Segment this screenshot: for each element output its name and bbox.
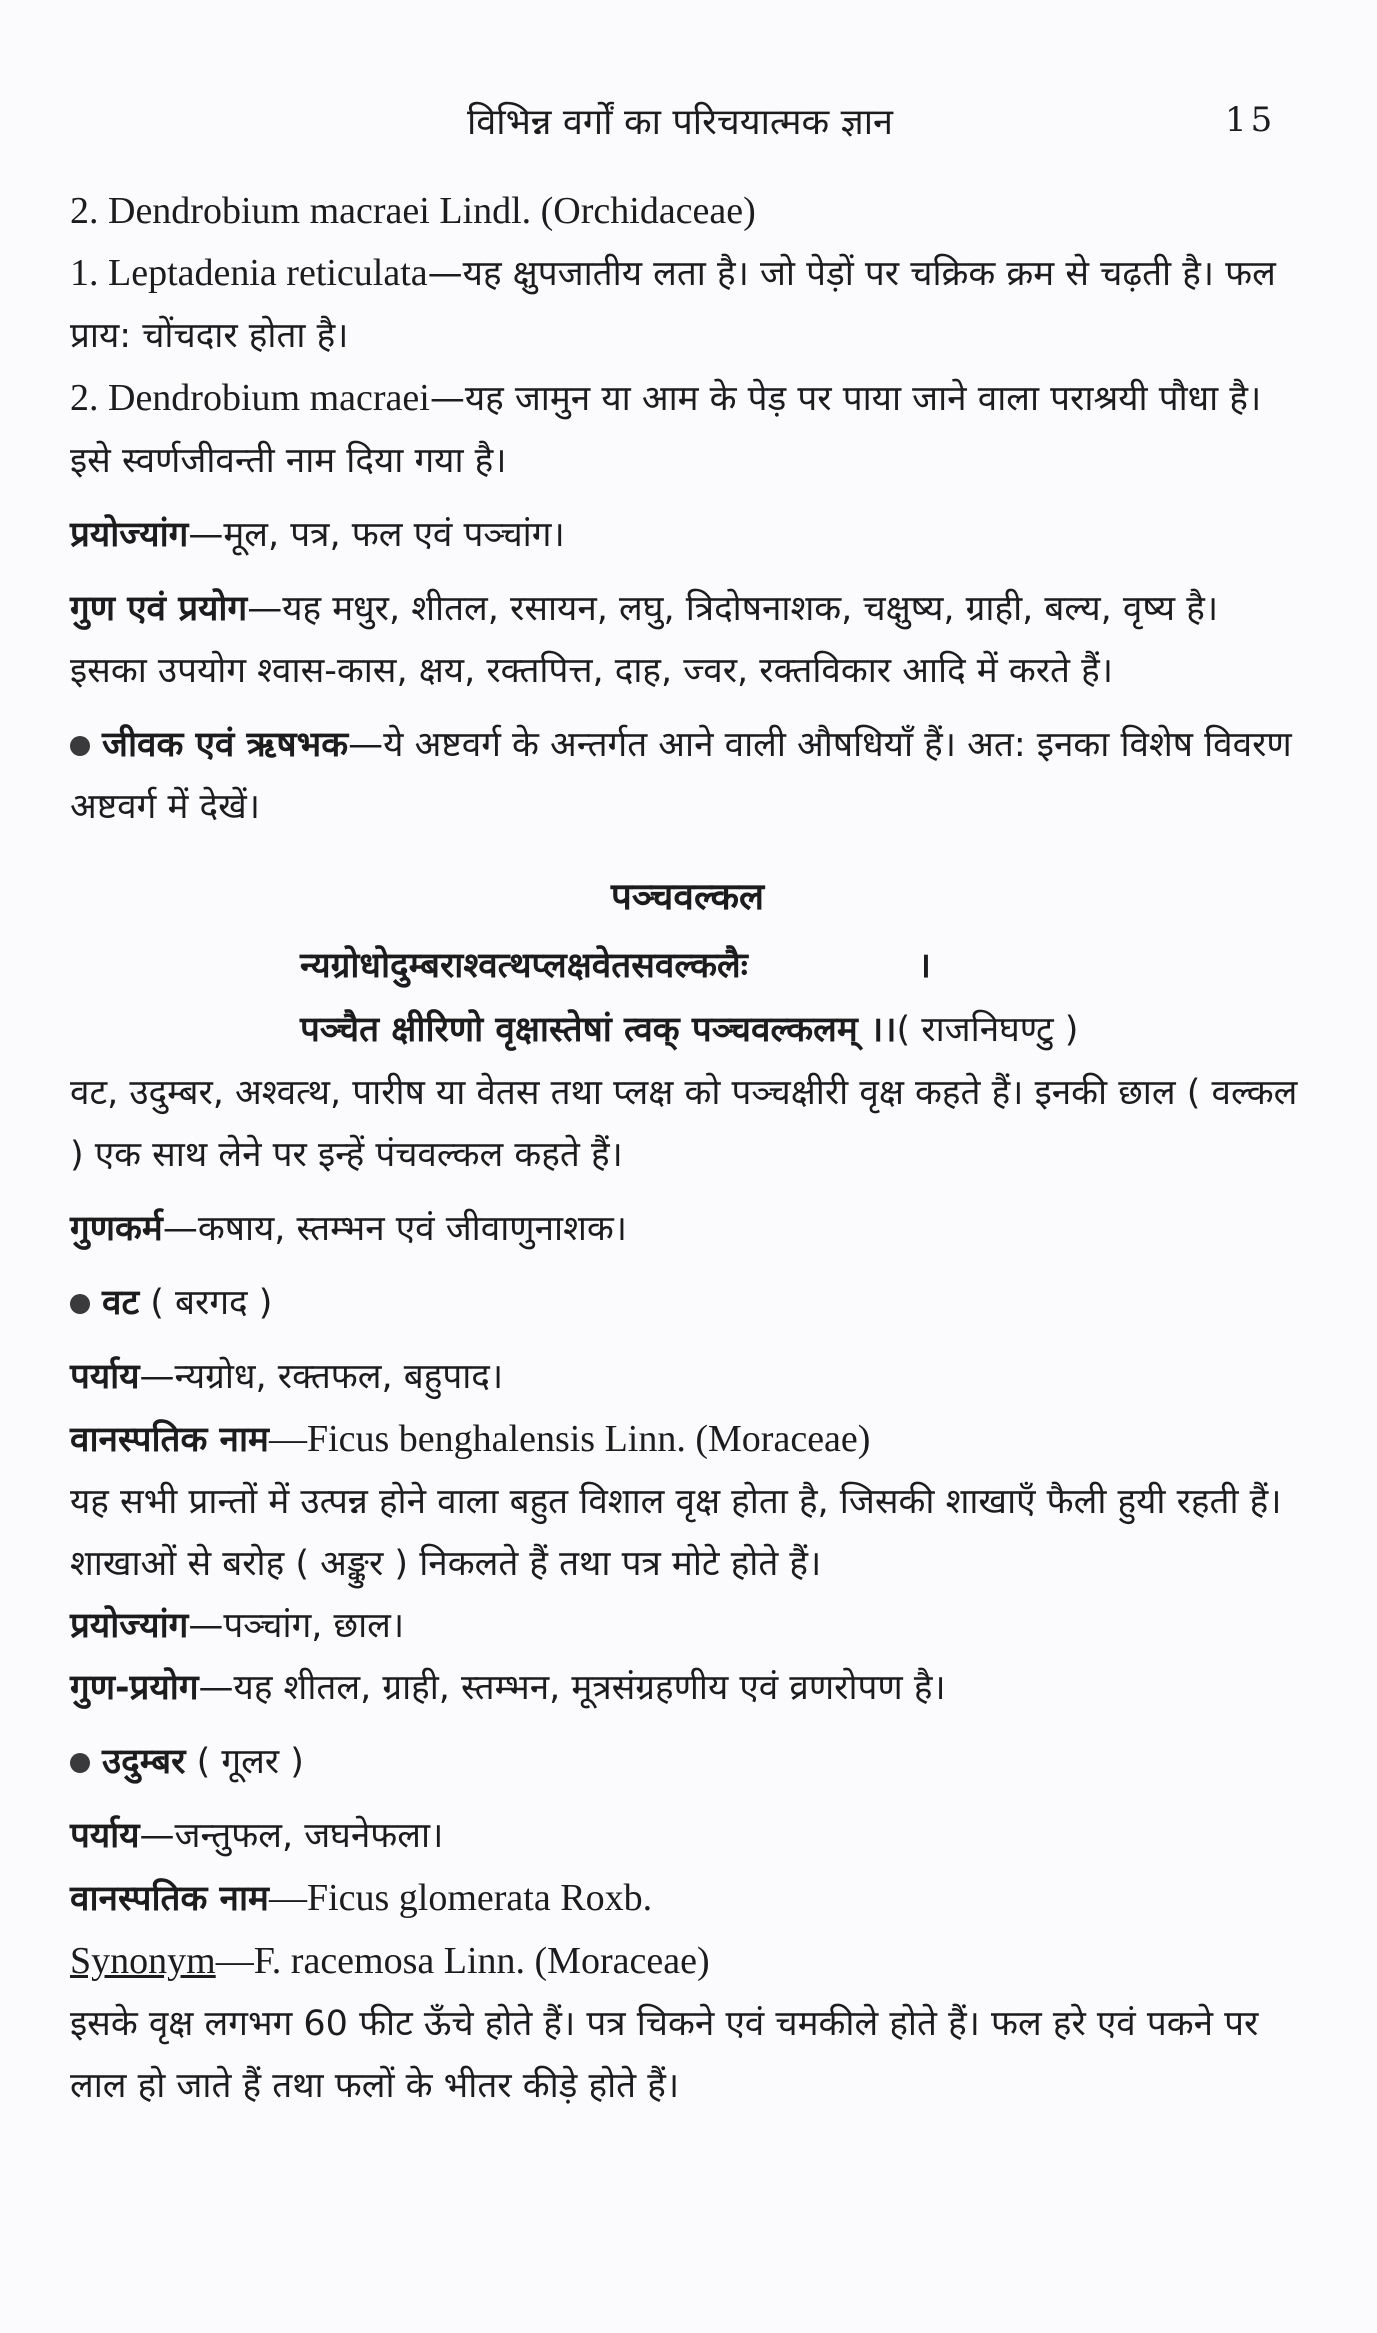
vata-description: यह सभी प्रान्तों में उत्पन्न होने वाला बहुत विशाल वृक्ष होता है, जिसकी शाखाएँ फैली हुयी रहती हैं। शाखाओं से बरोह ( अङ्कुर ) निकलते हैं तथा पत्र मोटे होते हैं। <box>70 1482 1282 1584</box>
term-text: —न्यग्रोध, रक्तफल, बहुपाद। <box>139 1357 504 1397</box>
section-heading: पञ्चवल्कल <box>610 875 765 918</box>
term-text: —ये अष्टवर्ग के अन्तर्गत आने वाली औषधियाँ हैं। अत: इनका विशेष विवरण अष्टवर्ग में देखें। <box>70 725 1292 827</box>
vata-guna-prayog <box>70 1657 1305 1719</box>
term-text: —कषाय, स्तम्भन एवं जीवाणुनाशक। <box>162 1209 628 1249</box>
udumbar-heading <box>70 1731 1305 1793</box>
verse-text: पञ्चैत क्षीरिणो वृक्षास्तेषां त्वक् पञ्चवल्कलम् ।। <box>300 1010 897 1050</box>
botanical-name-line: 2. Dendrobium macraei Lindl. (Orchidaceae) <box>70 190 756 232</box>
vata-botanical-name <box>70 1408 1305 1471</box>
vata-paryay <box>70 1346 1305 1408</box>
running-header: विभिन्न वर्गों का परिचयात्मक ज्ञान <box>466 102 894 143</box>
term-text: —पञ्चांग, छाल। <box>188 1606 405 1646</box>
term-text: —यह मधुर, शीतल, रसायन, लघु, त्रिदोषनाशक, चक्षुष्य, ग्राही, बल्य, वृष्य है। इसका उपयोग श्वास-कास, क्षय, रक्तपित्त, दाह, ज्वर, रक्तविकार आदि में करते हैं। <box>70 589 1219 691</box>
term-label: पर्याय <box>70 1816 140 1856</box>
term-label: वानस्पतिक नाम <box>70 1879 269 1919</box>
verse-danda: । <box>917 946 932 986</box>
udumbar-synonym <box>70 1930 1305 1993</box>
term-label: प्रयोज्यांग <box>70 515 189 555</box>
paragraph-leptadenia <box>70 242 1305 367</box>
guna-prayog-paragraph <box>70 578 1305 702</box>
bullet-icon <box>70 736 90 756</box>
latin-name: —Ficus glomerata Roxb. <box>268 1877 653 1919</box>
term-text: —जन्तुफल, जघनेफला। <box>139 1816 444 1856</box>
paragraph-text: —यह क्षुपजातीय लता है। जो पेड़ों पर चक्रिक क्रम से चढ़ती है। फल प्राय: चोंचदार होता है। <box>70 254 1276 356</box>
term-label: गुणकर्म <box>70 1209 163 1249</box>
term-label: गुण-प्रयोग <box>70 1668 199 1708</box>
plant-subtitle: ( गूलर ) <box>185 1742 304 1782</box>
panchavalkal-description: वट, उदुम्बर, अश्वत्थ, पारीष या वेतस तथा प्लक्ष को पञ्चक्षीरी वृक्ष कहते हैं। इनकी छाल ( वल्कल ) एक साथ लेने पर इन्हें पंचवल्कल कहते हैं। <box>70 1073 1298 1175</box>
synonym-text: —F. racemosa Linn. (Moraceae) <box>215 1940 710 1982</box>
latin-name: 1. Leptadenia reticulata <box>70 252 428 294</box>
bullet-icon <box>70 1753 90 1773</box>
synonym-label: Synonym <box>70 1940 216 1982</box>
vata-prayojyang <box>70 1595 1305 1657</box>
latin-name: 2. Dendrobium macraei <box>70 377 430 419</box>
term-label: गुण एवं प्रयोग <box>70 589 248 629</box>
vata-heading <box>70 1272 1305 1334</box>
udumbar-description: इसके वृक्ष लगभग 60 फीट ऊँचे होते हैं। पत्र चिकने एवं चमकीले होते हैं। फल हरे एवं पकने पर लाल हो जाते हैं तथा फलों के भीतर कीड़े होते हैं। <box>70 2004 1259 2106</box>
latin-name: —Ficus benghalensis Linn. (Moraceae) <box>268 1418 871 1460</box>
verse-line-2 <box>70 998 1305 1062</box>
term-text: —मूल, पत्र, फल एवं पञ्चांग। <box>188 515 565 555</box>
term-label: पर्याय <box>70 1357 140 1397</box>
verse-text: न्यग्रोधोदुम्बराश्वत्थप्लक्षवेतसवल्कलैः <box>300 946 748 986</box>
term-label: जीवक एवं ऋषभक <box>102 725 349 765</box>
paragraph-text: —यह जामुन या आम के पेड़ पर पाया जाने वाला पराश्रयी पौधा है। इसे स्वर्णजीवन्ती नाम दिया गया है। <box>70 379 1262 481</box>
plant-title: उदुम्बर <box>102 1742 186 1782</box>
paragraph-dendrobium <box>70 367 1305 492</box>
verse-line-1 <box>70 934 1305 998</box>
page-number: 15 <box>1225 100 1277 140</box>
verse-source: ( राजनिघण्टु ) <box>896 1010 1079 1050</box>
udumbar-botanical-name <box>70 1867 1305 1930</box>
term-label: प्रयोज्यांग <box>70 1606 189 1646</box>
udumbar-paryay <box>70 1805 1305 1867</box>
plant-subtitle: ( बरगद ) <box>139 1283 273 1323</box>
term-label: वानस्पतिक नाम <box>70 1420 269 1460</box>
plant-title: वट <box>102 1283 140 1323</box>
jivak-paragraph <box>70 714 1305 838</box>
bullet-icon <box>70 1294 90 1314</box>
prayojyang-line <box>70 504 1305 566</box>
page-body <box>70 180 1305 2117</box>
term-text: —यह शीतल, ग्राही, स्तम्भन, मूत्रसंग्रहणीय एवं व्रणरोपण है। <box>198 1668 946 1708</box>
gunakarma-line <box>70 1198 1305 1260</box>
